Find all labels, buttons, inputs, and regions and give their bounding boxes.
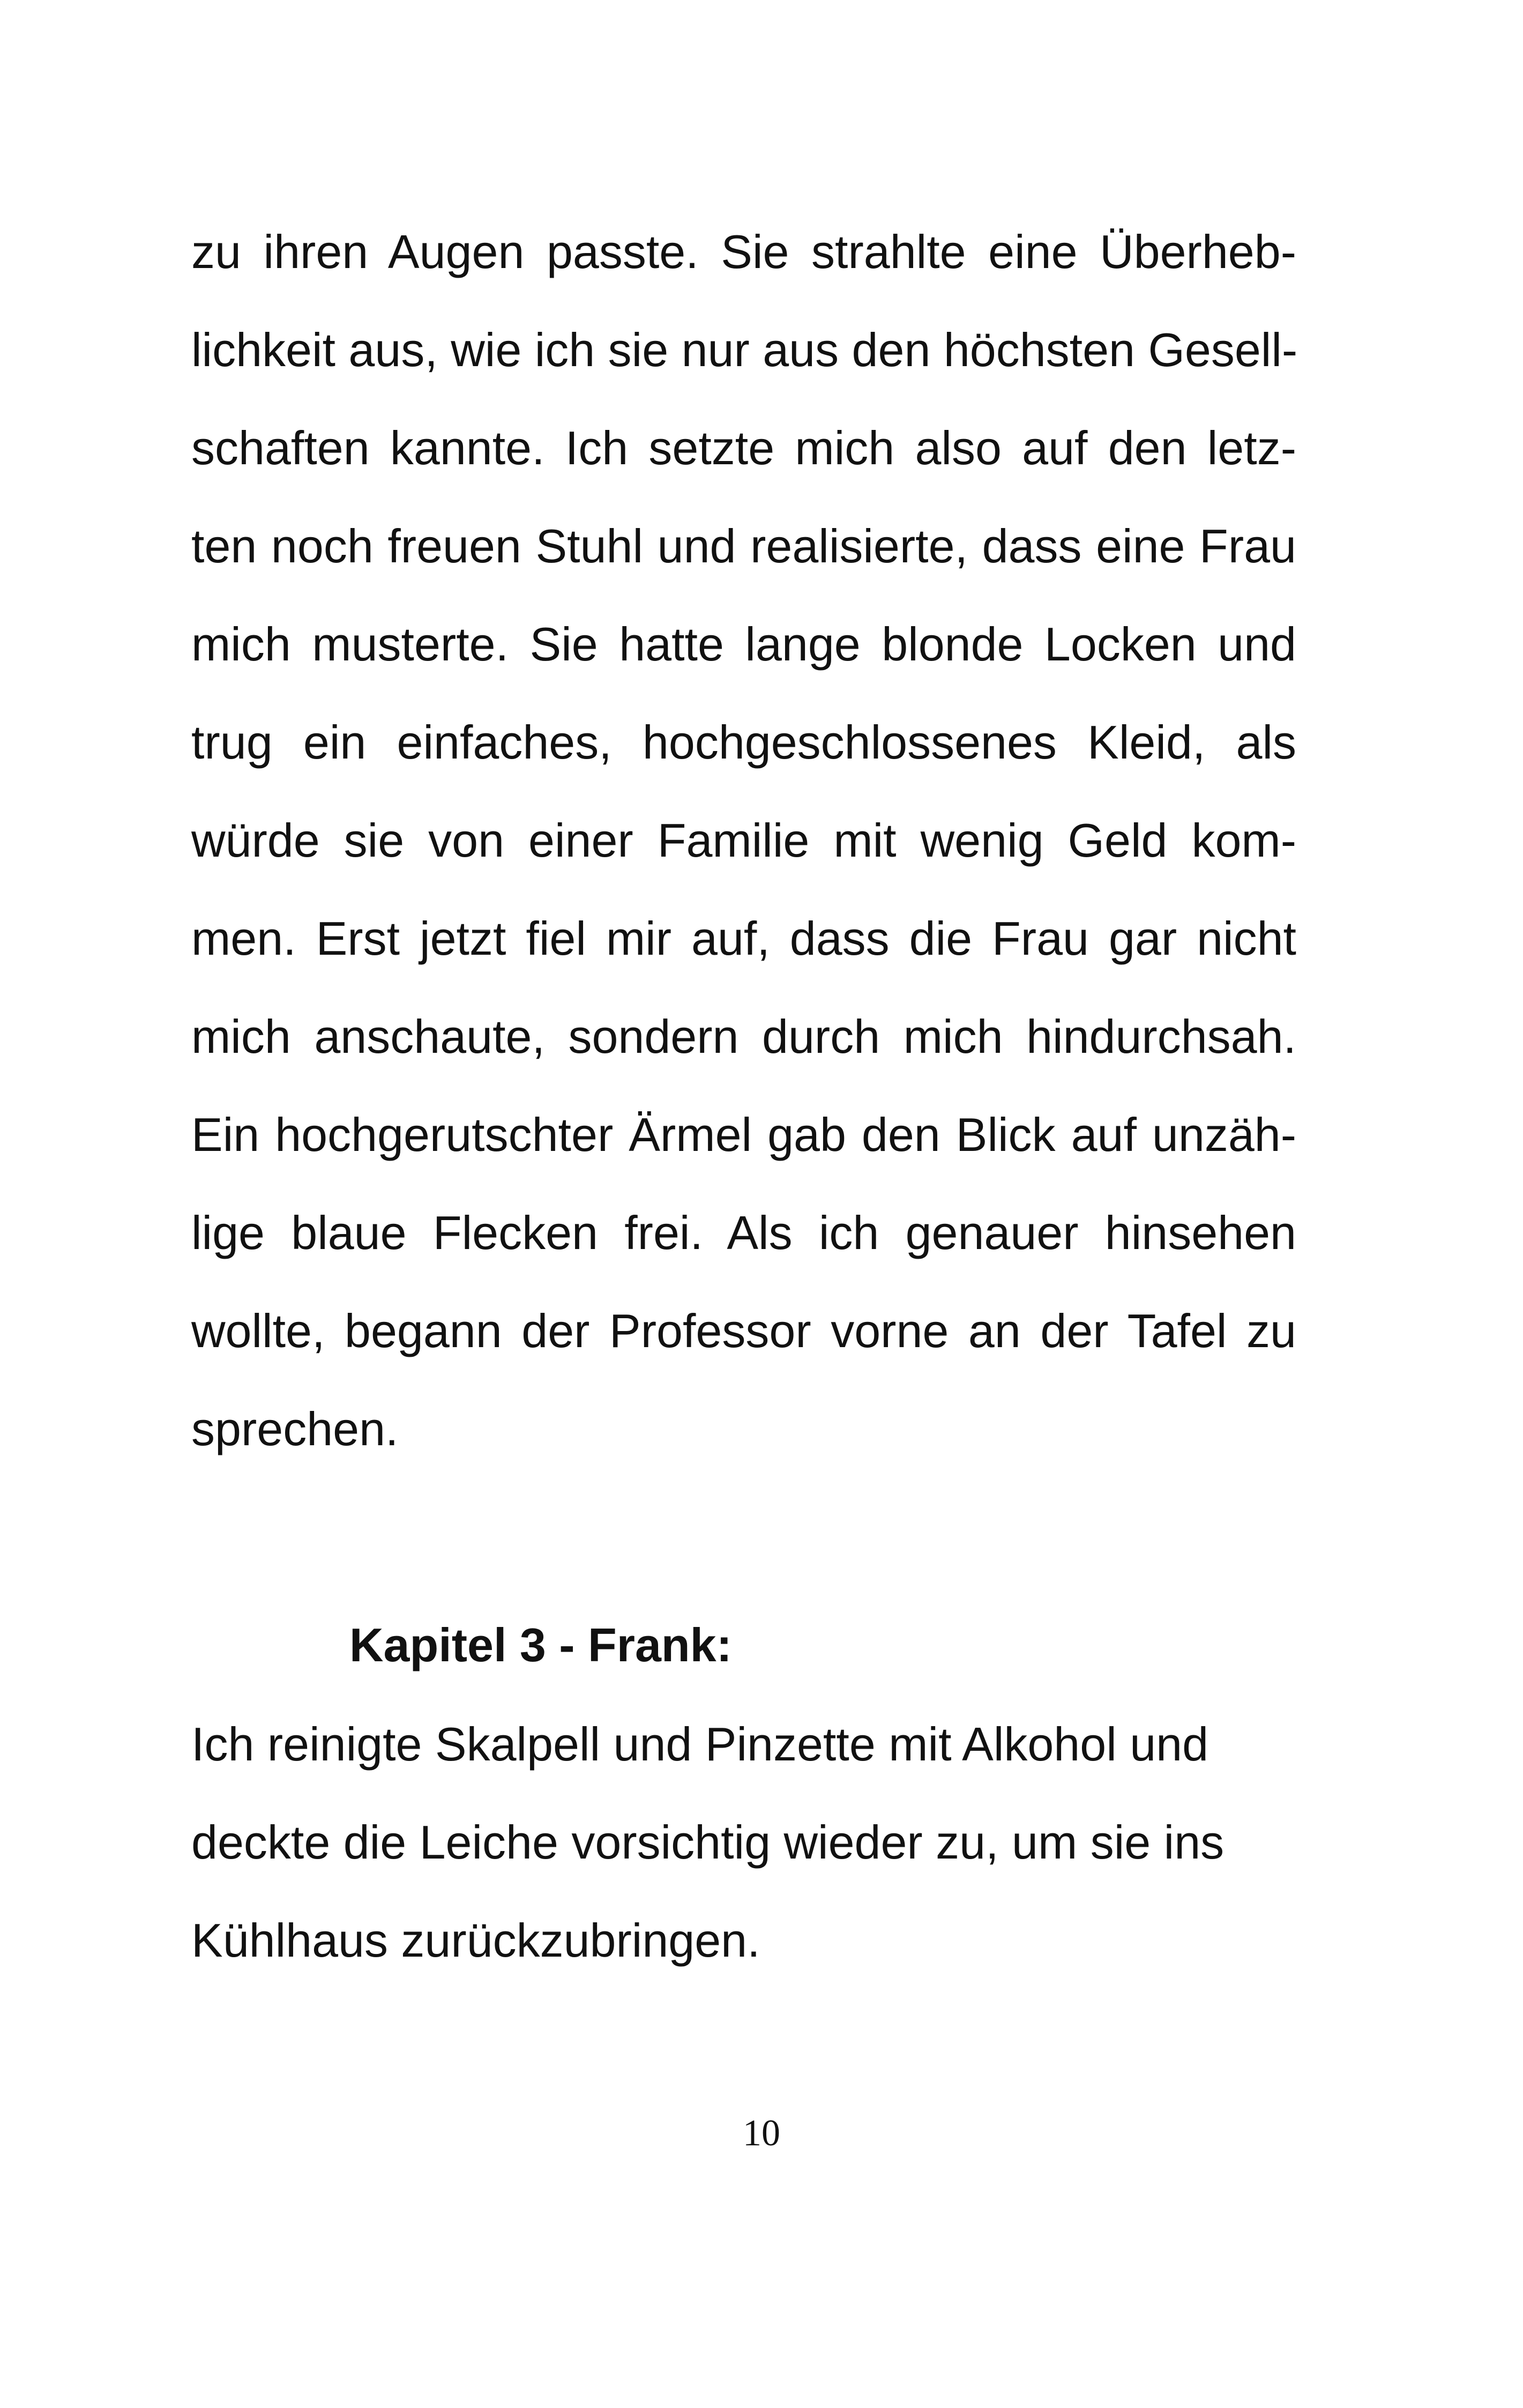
text-line: mich musterte. Sie hatte lange blonde Locken und: [191, 618, 1296, 671]
chapter-heading: Kapitel 3 - Frank:: [349, 1618, 732, 1671]
text-line: zu ihren Augen passte. Sie strahlte eine Überheb-: [191, 225, 1296, 278]
text-line: Ich reinigte Skalpell und Pinzette mit Alkohol und: [191, 1718, 1209, 1771]
text-line: trug ein einfaches, hochgeschlossenes Kleid, als: [191, 716, 1296, 769]
text-line: deckte die Leiche vorsichtig wieder zu, um sie ins: [191, 1816, 1225, 1869]
text-line: schaften kannte. Ich setzte mich also auf den letz-: [191, 421, 1296, 474]
page-number: 10: [743, 2113, 780, 2154]
text-line: sprechen.: [191, 1402, 399, 1455]
text-line: würde sie von einer Familie mit wenig Geld kom-: [191, 814, 1296, 867]
text-line: Ein hochgerutschter Ärmel gab den Blick auf unzäh-: [191, 1108, 1296, 1161]
text-line: lichkeit aus, wie ich sie nur aus den höchsten Gesell-: [191, 323, 1298, 376]
text-line: mich anschaute, sondern durch mich hindurchsah.: [191, 1010, 1296, 1063]
text-line: wollte, begann der Professor vorne an der Tafel zu: [191, 1304, 1296, 1357]
text-line: ten noch freuen Stuhl und realisierte, dass eine Frau: [191, 519, 1296, 573]
text-line: lige blaue Flecken frei. Als ich genauer hinsehen: [191, 1206, 1296, 1259]
text-line: men. Erst jetzt fiel mir auf, dass die Frau gar nicht: [191, 912, 1296, 965]
text-line: Kühlhaus zurückzubringen.: [191, 1914, 760, 1967]
